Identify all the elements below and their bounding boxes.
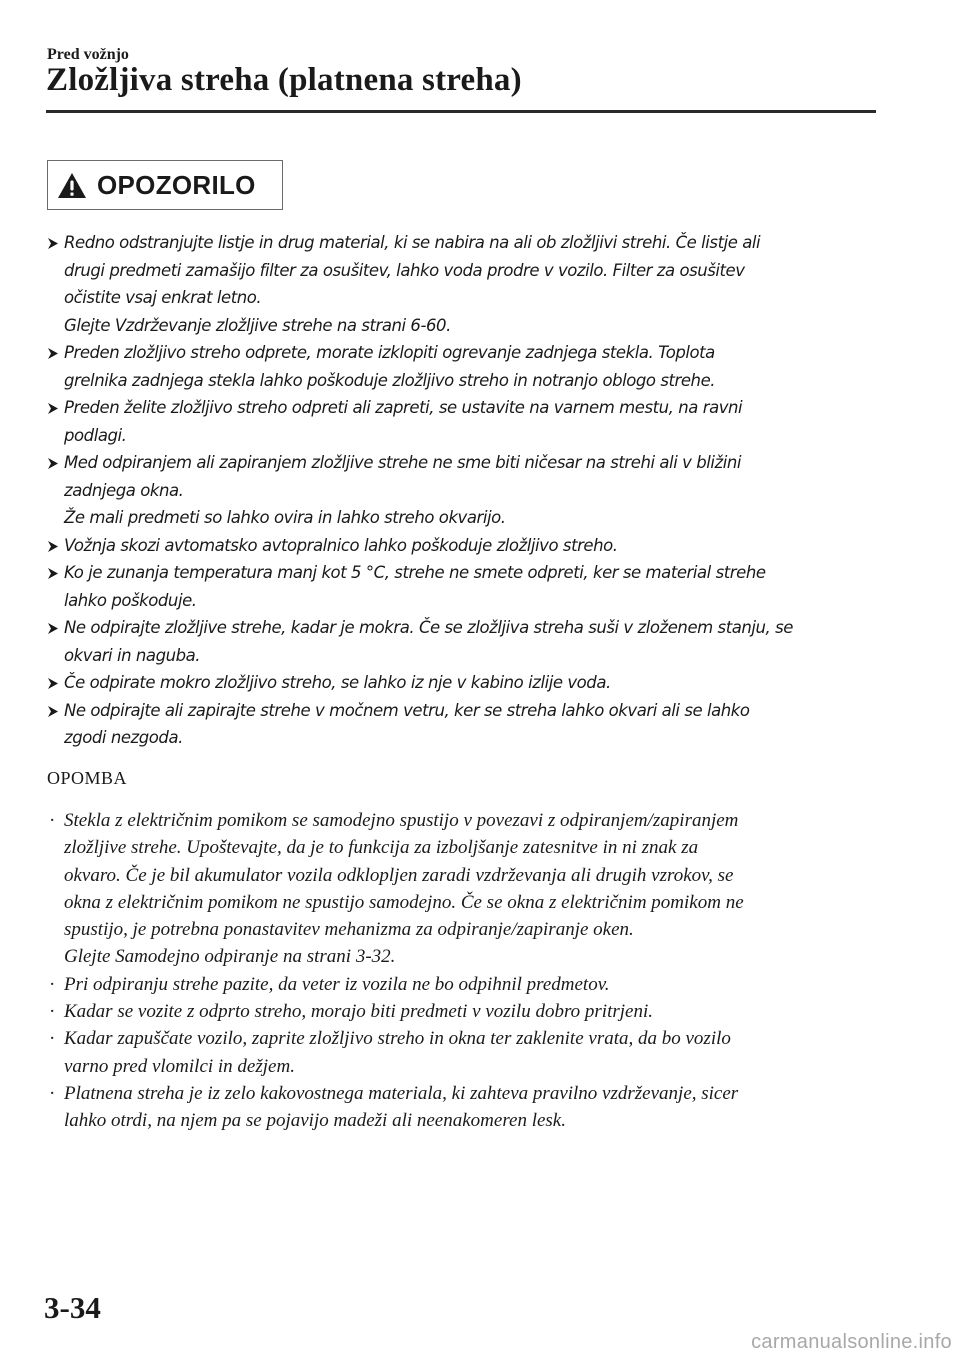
warning-label: OPOZORILO bbox=[97, 169, 256, 200]
list-item bbox=[47, 339, 882, 394]
arrow-bullet-icon bbox=[47, 347, 59, 360]
list-item bbox=[47, 1080, 882, 1135]
list-item-line: Preden zložljivo streho odprete, morate izklopiti ogrevanje zadnjega stekla. Toplota bbox=[64, 343, 715, 362]
title-divider bbox=[46, 110, 876, 113]
list-item-line: lahko poškoduje. bbox=[64, 590, 197, 610]
list-item-line: Preden želite zložljivo streho odpreti ali zapreti, se ustavite na varnem mestu, na ravni bbox=[64, 398, 743, 417]
section-label: Pred vožnjo bbox=[47, 46, 129, 63]
list-item-line: lahko otrdi, na njem pa se pojavijo madeži ali neenakomeren lesk. bbox=[64, 1110, 566, 1132]
list-item bbox=[47, 394, 882, 449]
list-item-line: okna z električnim pomikom ne spustijo samodejno. Če se okna z električnim pomikom ne bbox=[64, 891, 744, 913]
arrow-bullet-icon bbox=[47, 540, 59, 553]
list-item bbox=[47, 971, 882, 998]
warning-list bbox=[47, 229, 882, 752]
note-title: OPOMBA bbox=[47, 768, 128, 788]
list-item-line: Platnena streha je iz zelo kakovostnega materiala, ki zahteva pravilno vzdrževanje, sicer bbox=[64, 1082, 739, 1104]
list-item bbox=[47, 559, 882, 614]
page-number: 3-34 bbox=[44, 1290, 101, 1325]
arrow-bullet-icon bbox=[47, 622, 59, 635]
list-item-line: okvaro. Če je bil akumulator vozila odklopljen zaradi vzdrževanja ali drugih vzrokov, se bbox=[64, 864, 734, 886]
arrow-bullet-icon bbox=[47, 457, 59, 470]
note-list bbox=[47, 807, 882, 1135]
list-item-line: Glejte Vzdrževanje zložljive strehe na strani 6-60. bbox=[64, 315, 451, 335]
arrow-bullet-icon bbox=[47, 567, 59, 580]
list-item-line: podlagi. bbox=[64, 425, 127, 445]
list-item-line: Pri odpiranju strehe pazite, da veter iz vozila ne bo odpihnil predmetov. bbox=[64, 973, 610, 995]
bullet-dot-icon: · bbox=[49, 810, 56, 831]
warning-header bbox=[47, 160, 283, 210]
list-item-line: zložljive strehe. Upoštevajte, da je to funkcija za izboljšanje zatesnitve in ni znak za bbox=[64, 837, 699, 859]
list-item-line: grelnika zadnjega stekla lahko poškoduje zložljivo streho in notranjo oblogo strehe. bbox=[64, 370, 716, 390]
page-title: Zložljiva streha (platnena streha) bbox=[46, 62, 522, 98]
list-item-line: Ko je zunanja temperatura manj kot 5 °C, strehe ne smete odpreti, ker se material strehe bbox=[64, 563, 766, 582]
list-item-line: Kadar zapuščate vozilo, zaprite zložljivo streho in okna ter zaklenite vrata, da bo vozilo bbox=[64, 1028, 731, 1050]
list-item bbox=[47, 807, 882, 971]
bullet-dot-icon: · bbox=[49, 973, 56, 995]
arrow-bullet-icon bbox=[47, 705, 59, 718]
bullet-dot-icon: · bbox=[49, 1028, 56, 1050]
list-item-line: Že mali predmeti so lahko ovira in lahko streho okvarijo. bbox=[64, 508, 506, 527]
list-item bbox=[47, 669, 882, 697]
list-item-line: Med odpiranjem ali zapiranjem zložljive strehe ne sme biti ničesar na strehi ali v bližini bbox=[64, 453, 742, 472]
watermark: carmanualsonline.info bbox=[751, 1331, 952, 1353]
list-item-line: Stekla z električnim pomikom se samodejno spustijo v povezavi z odpiranjem/zapiranjem bbox=[64, 810, 739, 831]
list-item-line: Ne odpirajte zložljive strehe, kadar je mokra. Če se zložljiva streha suši v zloženem stanju, se bbox=[64, 618, 793, 637]
bullet-dot-icon: · bbox=[49, 1082, 56, 1104]
list-item-line: okvari in naguba. bbox=[64, 645, 201, 665]
list-item bbox=[47, 1025, 882, 1080]
list-item-line: Glejte Samodejno odpiranje na strani 3-32. bbox=[64, 946, 396, 968]
list-item bbox=[47, 532, 882, 560]
arrow-bullet-icon bbox=[47, 402, 59, 415]
list-item-line: zadnjega okna. bbox=[64, 480, 184, 500]
list-item bbox=[47, 449, 882, 532]
list-item-line: drugi predmeti zamašijo filter za osušitev, lahko voda prodre v vozilo. Filter za osušitev bbox=[64, 260, 745, 280]
warning-triangle-icon bbox=[57, 172, 87, 199]
list-item-line: varno pred vlomilci in dežjem. bbox=[64, 1055, 295, 1077]
list-item-line: Če odpirate mokro zložljivo streho, se lahko iz nje v kabino izlije voda. bbox=[64, 673, 611, 692]
list-item bbox=[47, 697, 882, 752]
list-item-line: Redno odstranjujte listje in drug material, ki se nabira na ali ob zložljivi strehi. Če listje ali bbox=[64, 233, 761, 252]
list-item-line: Ne odpirajte ali zapirajte strehe v močnem vetru, ker se streha lahko okvari ali se lahko bbox=[64, 700, 750, 720]
list-item-line: spustijo, je potrebna ponastavitev mehanizma za odpiranje/zapiranje oken. bbox=[64, 919, 634, 941]
bullet-dot-icon: · bbox=[49, 1001, 56, 1023]
list-item-line: Vožnja skozi avtomatsko avtopralnico lahko poškoduje zložljivo streho. bbox=[64, 535, 618, 555]
list-item-line: Kadar se vozite z odprto streho, morajo biti predmeti v vozilu dobro pritrjeni. bbox=[64, 1001, 653, 1023]
arrow-bullet-icon bbox=[47, 677, 59, 690]
list-item bbox=[47, 229, 882, 339]
list-item bbox=[47, 998, 882, 1025]
list-item-line: očistite vsaj enkrat letno. bbox=[64, 288, 262, 307]
list-item bbox=[47, 614, 882, 669]
arrow-bullet-icon bbox=[47, 237, 59, 250]
list-item-line: zgodi nezgoda. bbox=[64, 728, 183, 747]
